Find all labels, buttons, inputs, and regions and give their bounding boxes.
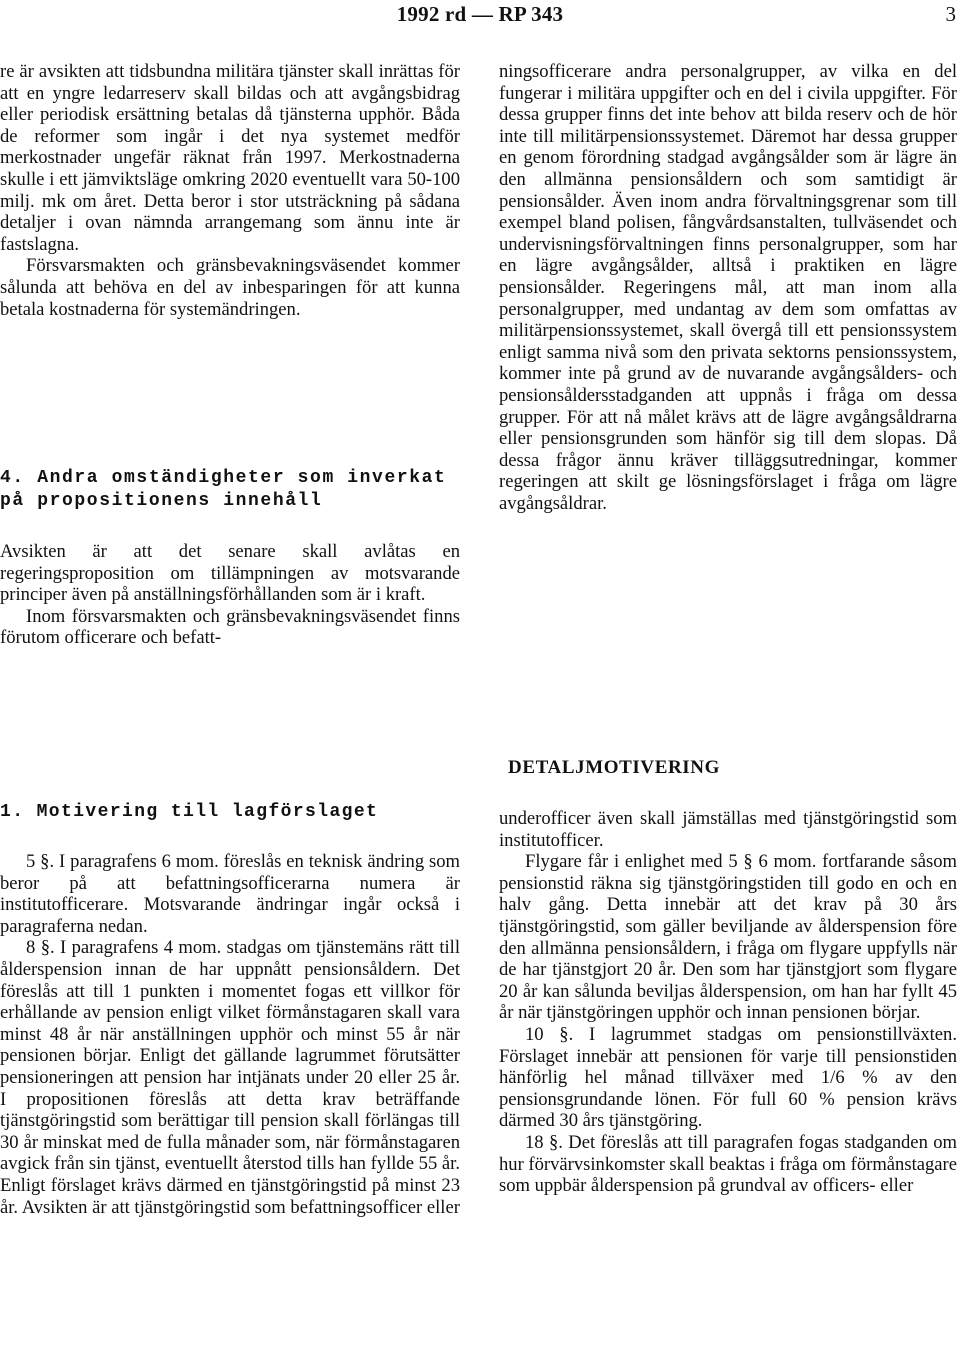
left-column-bottom <box>0 851 460 1218</box>
detail-heading-text: DETALJMOTIVERING <box>508 757 720 778</box>
section-heading: 4. Andra omständigheter som inverkat på propositionens innehåll <box>0 468 447 511</box>
paragraph: Avsikten är att det senare skall avlåtas en regeringsproposition om tillämpningen av motsvarande principer även på anställningsförhållanden som är i kraft. <box>0 541 460 606</box>
paragraph: underofficer även skall jämställas med tjänstgöringstid som institutofficer. <box>499 808 957 851</box>
page-number: 3 <box>945 2 956 26</box>
paragraph: 18 §. Det föreslås att till paragrafen fogas stadganden om hur förvärvsinkomster skall beaktas i fråga om förmånstagare som uppbär ålderspension på grundval av officers- eller <box>499 1131 957 1197</box>
paragraph: Inom försvarsmakten och gränsbevakningsväsendet finns förutom officerare och befatt- <box>0 605 460 649</box>
page-header-title: 1992 rd — RP 343 <box>396 2 564 26</box>
paragraph: re är avsikten att tidsbundna militära tjänster skall inrättas för att en yngre ledarreserv skall bildas och att avgångsbidrag eller periodisk ersättning betalas då tjänsterna upphör. Båda de reformer som ingår i det nya systemet medför merkostnader ungefär räknat från 1997. Merkostnaderna skulle i ett jämviktsläge omkring 2020 eventuellt vara 50-100 milj. mk om året. Detta beror i stor utsträckning på sådana detaljer i ovan nämnda arrangemang som ännu inte är fastslagna. <box>0 61 460 255</box>
subsection-heading: 1. Motivering till lagförslaget <box>0 802 379 822</box>
page-header <box>0 2 960 28</box>
paragraph: ningsofficerare andra personalgrupper, av vilka en del fungerar i militära uppgifter och en del i civila uppgifter. För dessa grupper finns det inte behov att bilda reserv och de hör inte till militärpensionssystemet. Däremot har dessa grupper en genom förordning stadgad avgångsålder som är lägre än den allmänna pensionsåldern och som samtidigt är pensionsålder. Även inom andra förvaltningsgrenar som till exempel bland polisen, fångvårdsanstalten, tullväsendet och undervisningsförvaltningen finns personalgrupper, som har en lägre avgångsålder, alltså i praktiken en lägre pensionsålder. Regeringens mål, att man inom alla personalgrupper, med undantag av dem som omfattas av militärpensionssystemet, skall övergå till ett pensionssystem enligt samma nivå som den privata sektorns pensionssystem, kommer inte på grund av de nuvarande avgångsålders- och pensionsåldersstadganden att uppnås i fråga om dessa grupper. För att nå målet krävs att de lägre avgångsåldrarna eller pensionsgrunden som hänför sig till dem slopas. Då dessa frågor ännu kräver tilläggsutredningar, kommer regeringen att skilt ge lösningsförslaget i fråga om lägre avgångsåldrar. <box>499 61 957 514</box>
right-column-top <box>499 61 957 514</box>
left-column-top <box>0 61 460 320</box>
right-column-bottom <box>499 808 957 1197</box>
detail-heading <box>0 757 960 779</box>
paragraph: 5 §. I paragrafens 6 mom. föreslås en teknisk ändring som beror på att befattningsofficerarna numera är institutofficerare. Motsvarande ändringar ingår också i paragraferna nedan. <box>0 851 460 937</box>
paragraph: Försvarsmakten och gränsbevakningsväsendet kommer sålunda att behöva en del av inbesparingen för att kunna betala kostnaderna för systemändringen. <box>0 255 460 320</box>
left-column-section4 <box>0 541 460 649</box>
paragraph: 8 §. I paragrafens 4 mom. stadgas om tjänstemäns rätt till ålderspension innan de har uppnått pensionsåldern. Det föreslås att till 1 punkten i momentet fogas ett villkor för erhållande av pension enligt vilket förmånstagaren skall vara minst 48 år när anställningen upphör och minst 55 år när pensionen börjar. Enligt det gällande lagrummet förutsätter pensioneringen att pension har intjänats under 20 eller 25 år. I propositionen föreslås att detta krav beträffande tjänstgöringstid som berättigar till pension skall förlängas till 30 år minskat med de fulla månader som, när förmånstagaren avgick från sin tjänst, eventuellt återstod tills han fyllde 55 år. Enligt förslaget krävs därmed en tjänstgöringstid på minst 23 år. Avsikten är att tjänstgöringstid som befattningsofficer eller <box>0 937 460 1218</box>
paragraph: Flygare får i enlighet med 5 § 6 mom. fortfarande såsom pensionstid räkna sig tjänstgöringstiden till godo en och en halv gång. Detta innebär att det krav på 30 års tjänstgöringstid, som gäller beviljande av ålderspension före den allmänna pensionsåldern, i fråga om flygare uppfylls när de har tjänstgjort 20 år. Den som har tjänstgjort som flygare 20 år kan sålunda beviljas ålderspension, om han har fyllt 45 år när tjänstgöringen upphör och innan pensionen börjar. <box>499 851 957 1024</box>
paragraph: 10 §. I lagrummet stadgas om pensionstillväxten. Förslaget innebär att pensionen för varje till pensionstiden hänförlig hel månad tillväxer med 1/6 % av den pensionsgrundande lönen. För full 60 % pension krävs därmed 30 års tjänstgöring. <box>499 1023 957 1132</box>
